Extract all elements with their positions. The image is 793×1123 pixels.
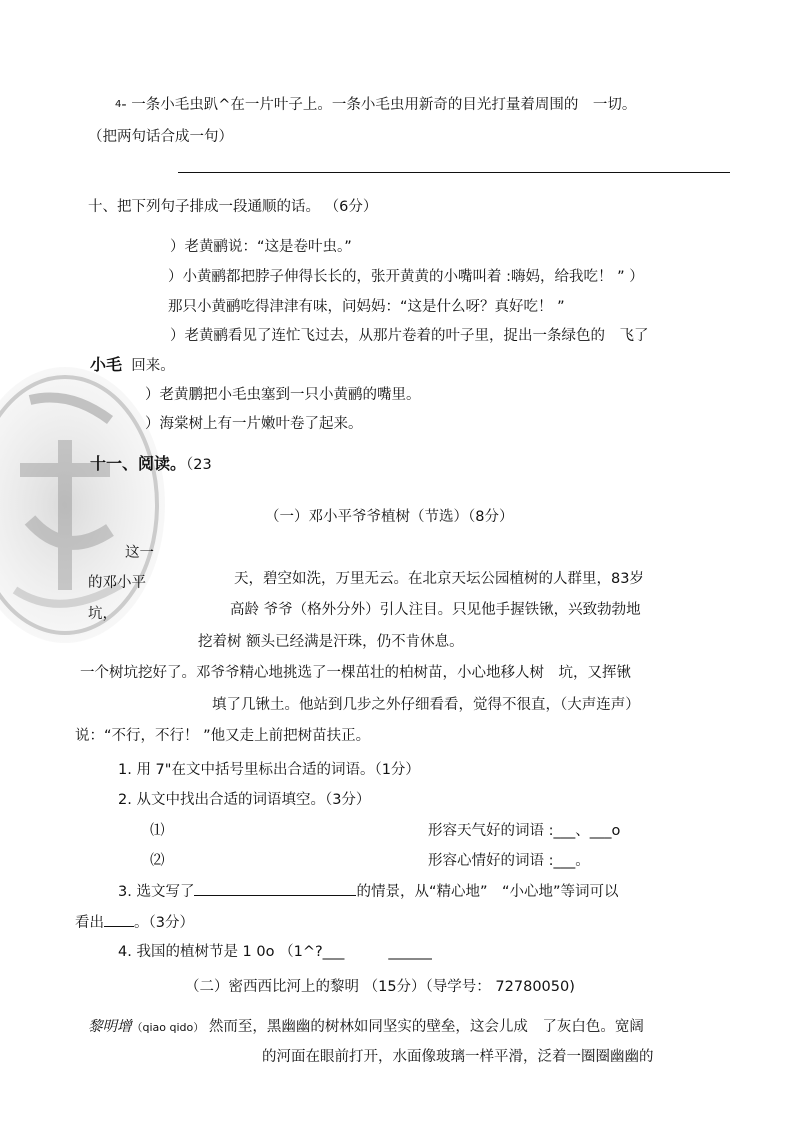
part2-title: （二）密西西比河上的黎明 （15分）（导学号： 72780050): [185, 979, 575, 995]
section11-heading: [90, 454, 212, 475]
q4-answer-line: [178, 172, 730, 173]
part1-question-3: 3. 选文写了 的情景，从“精心地” “小心地”等词可以: [118, 881, 619, 902]
part1-para-line-2: 高龄 爷爷（格外分外）引人注目。只见他手握铁锹，兴致勃勃地: [230, 602, 641, 618]
section10-sentence-5: ）老黄鹏把小毛虫塞到一只小黄鹂的嘴里。: [145, 387, 421, 403]
part1-left-3: 坑，: [88, 606, 117, 622]
section10-sentence-3: 那只小黄鹂吃得津津有味，问妈妈：“这是什么呀？真好吃！ ”: [168, 299, 565, 315]
pinyin: （qiao qido）: [131, 1021, 205, 1034]
section10-sentence-2: ）小黄鹂都把脖子伸得长长的，张开黄黄的小嘴叫着 :嗨妈，给我吃！ ” ）: [168, 269, 644, 285]
q3-answer-blank[interactable]: [194, 881, 356, 896]
part1-para-line-1: 天，碧空如洗，万里无云。在北京天坛公园植树的人群里，83岁: [234, 571, 644, 587]
part1-left-2: 的邓小平: [88, 575, 146, 591]
section10-sentence-1: ）老黄鹂说：“这是卷叶虫。”: [170, 239, 352, 255]
section10-sentence-6: ）海棠树上有一片嫩叶卷了起来。: [145, 416, 363, 432]
bold-word: 小毛: [90, 355, 123, 374]
section10-title: 十、把下列句子排成一段通顺的话。 （6分）: [88, 199, 378, 215]
part1-question-2: 2. 从文中找出合适的词语填空。（3分）: [118, 792, 371, 808]
q3-answer-blank-2[interactable]: [104, 912, 134, 927]
q4-number: 4: [115, 99, 122, 110]
part1-question-4: 4. 我国的植树节是 1 0o （1^?___ ______: [118, 944, 432, 960]
section10-sentence-4: ）老黄鹂看见了连忙飞过去，从那片卷着的叶子里，捉出一条绿色的 飞了: [170, 328, 649, 344]
part1-para-line-5: 填了几锹土。他站到几步之外仔细看看，觉得不很直，（大声连声）: [212, 697, 640, 713]
part1-left-1: 这一: [125, 545, 154, 561]
part1-question-1: 1. 用 7"在文中括号里标出合适的词语。（1分）: [118, 762, 420, 778]
section10-sentence-4-cont: 小毛 回来。: [90, 355, 175, 374]
part1-q2-item-2: 形容心情好的词语 :___。: [428, 853, 590, 869]
part2-para-line-2: 的河面在眼前打开，水面像玻璃一样平滑，泛着一圈圈幽幽的: [262, 1049, 654, 1065]
part1-q2-item-1: 形容天气好的词语 :___、___o: [428, 823, 621, 839]
part1-title: （一）邓小平爷爷植树（节选）（8分）: [265, 509, 514, 525]
q4-instruction: （把两句话合成一句）: [88, 129, 233, 145]
part1-q2-item-1-number: ⑴: [150, 823, 165, 839]
part1-para-line-6: 说：“不行，不行！ ”他又走上前把树苗扶正。: [75, 728, 371, 744]
part1-para-line-4: 一个树坑挖好了。邓爷爷精心地挑选了一棵茁壮的柏树苗，小心地移人树 坑，又挥锹: [80, 665, 631, 681]
part1-para-line-3: 挖着树 额头已经满是汗珠，仍不肯休息。: [198, 634, 464, 650]
part2-para-line-1: 黎明增（qiao qido） 然而至，黑幽幽的树林如同坚实的壁垒，这会儿成 了灰白色。宽阔: [88, 1019, 644, 1035]
italic-word: 黎明增: [88, 1019, 132, 1035]
q4-sentence: [115, 95, 636, 115]
section11-score: （23: [186, 457, 212, 473]
section11-title: 十一、阅读。: [90, 454, 187, 473]
part1-question-3-cont: 看出 。（3分）: [75, 912, 194, 933]
part1-q2-item-2-number: ⑵: [150, 853, 165, 869]
q4-text: - 一条小毛虫趴^在一片叶子上。一条小毛虫用新奇的目光打量着周围的 一切。: [121, 97, 637, 113]
